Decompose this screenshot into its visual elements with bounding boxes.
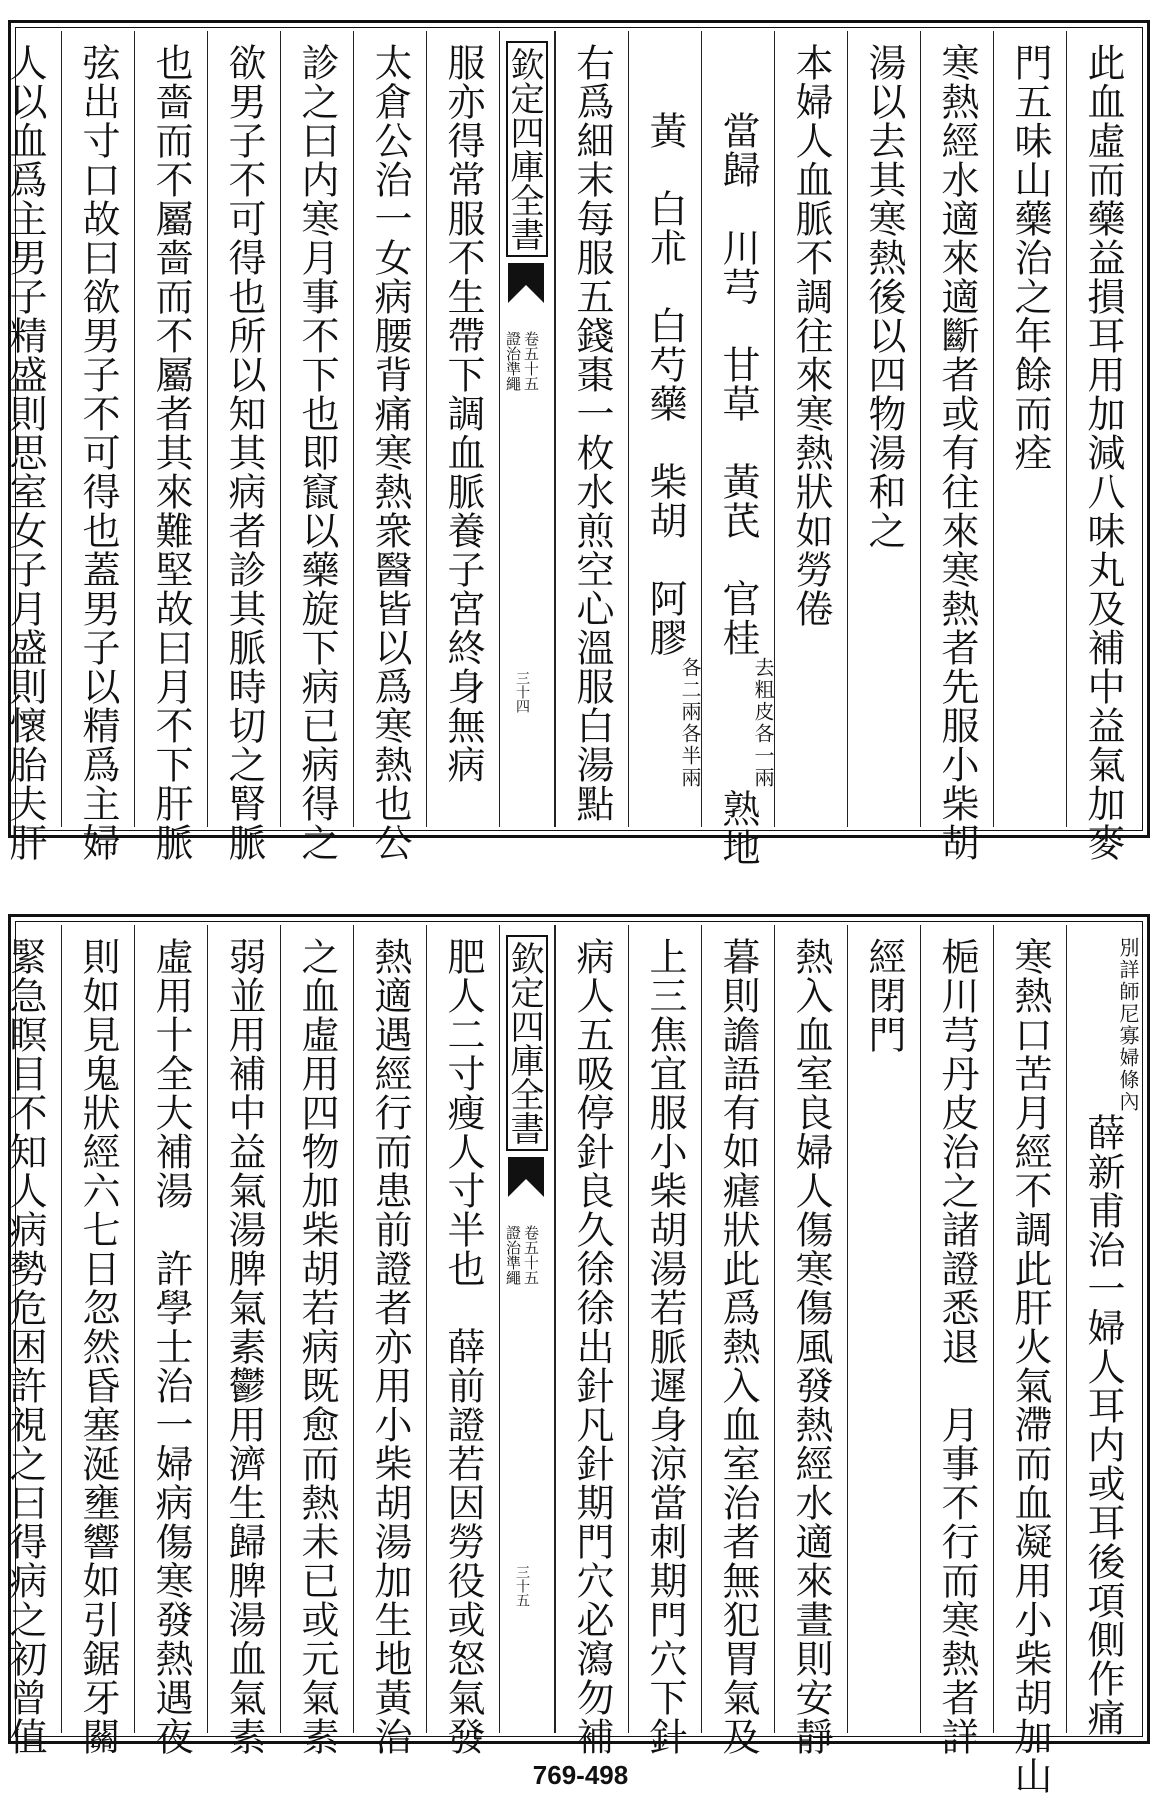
text-column: 緊急瞑目不知人病勢危困許視之曰得病之初曾值 [0,925,61,1733]
text-column: 上三焦宜服小柴胡湯若脈遲身涼當刺期門穴下針 [628,925,701,1733]
text-column: 熱入血室良婦人傷寒傷風發熱經水適來晝則安靜 [774,925,847,1733]
text-column: 也嗇而不屬嗇而不屬者其來難堅故曰月不下肝脈 [134,31,207,827]
annotation: 熟地 [716,789,760,867]
text-column: 服亦得常服不生帶下調血脈養子宮終身無病 [426,31,499,827]
page-number: 三十五 [514,1565,530,1607]
text-column: 人以血爲主男子精盛則思室女子月盛則懷胎夫肝 [0,31,61,827]
text-column: 暮則譫語有如瘧狀此爲熱入血室治者無犯胃氣及 [701,925,774,1733]
text-column: 梔川芎丹皮治之諸證悉退 月事不行而寒熱者詳 [920,925,993,1733]
annotation: 別詳師尼寡婦條內 [1116,937,1140,1113]
text-column: 病人五吸停針良久徐徐出針凡針期門穴必瀉勿補 [555,925,628,1733]
annotation: 各一兩 [751,723,775,789]
text-column: 經閉門 [847,925,920,1733]
text-column: 肥人二寸瘦人寸半也 薛前證若因勞役或怒氣發 [426,925,499,1733]
text-column: 此血虛而藥益損耳用加減八味丸及補中益氣加麥 [1066,31,1139,827]
text-column: 湯以去其寒熱後以四物湯和之 [847,31,920,827]
text-column: 本婦人血脈不調往來寒熱狀如勞倦 [774,31,847,827]
center-fold [499,31,555,827]
page-number: 三十四 [514,671,530,713]
annotation: 去粗皮 [751,657,775,723]
center-fold [499,925,555,1733]
text-column-with-notes: 黃 白朮 白芍藥 柴胡 阿膠各二兩各半兩 [628,31,701,827]
text-column: 寒熱口苦月經不調此肝火氣滯而血凝用小柴胡加山 [993,925,1066,1733]
text-column: 診之曰内寒月事不下也即竄以藥旋下病已病得之 [280,31,353,827]
text-column: 門五味山藥治之年餘而痊 [993,31,1066,827]
text-column: 欲男子不可得也所以知其病者診其脈時切之腎脈 [207,31,280,827]
volume-number: 卷五十五 [522,1225,540,1285]
text-column: 虛用十全大補湯 許學士治一婦病傷寒發熱遇夜 [134,925,207,1733]
top-page [3,20,1150,867]
text-column-with-notes: 當歸 川芎 甘草 黃芪 官桂去粗皮各一兩熟地 [701,31,774,827]
header-title: 欽定四庫全書 [506,41,548,257]
text-column: 熱適遇經行而患前證者亦用小柴胡湯加生地黃治 [353,925,426,1733]
annotation: 各半兩 [678,723,702,789]
text-column: 右爲細末每服五錢棗一枚水煎空心溫服白湯點 [555,31,628,827]
book-title: 證治準繩 [504,331,522,391]
footer-code: 769-498 [532,1760,629,1790]
annotation: 各二兩 [678,657,702,723]
fish-tail-icon [508,263,544,303]
header-title: 欽定四庫全書 [506,935,548,1151]
text-column: 則如見鬼狀經六七日忽然昏塞涎壅響如引鋸牙關 [61,925,134,1733]
text-column: 之血虛用四物加柴胡若病既愈而熱未已或元氣素 [280,925,353,1733]
text-column: 太倉公治一女病腰背痛寒熱衆醫皆以爲寒熱也公 [353,31,426,827]
volume-number: 卷五十五 [522,331,540,391]
text-column: 寒熱經水適來適斷者或有往來寒熱者先服小柴胡 [920,31,993,827]
text-column-with-notes: 別詳師尼寡婦條內薛新甫治一婦人耳内或耳後項側作痛 [1066,925,1139,1733]
book-title: 證治準繩 [504,1225,522,1285]
fish-tail-icon [508,1157,544,1197]
text-column: 弱並用補中益氣湯脾氣素鬱用濟生歸脾湯血氣素 [207,925,280,1733]
text-column: 弦出寸口故曰欲男子不可得也蓋男子以精爲主婦 [61,31,134,827]
